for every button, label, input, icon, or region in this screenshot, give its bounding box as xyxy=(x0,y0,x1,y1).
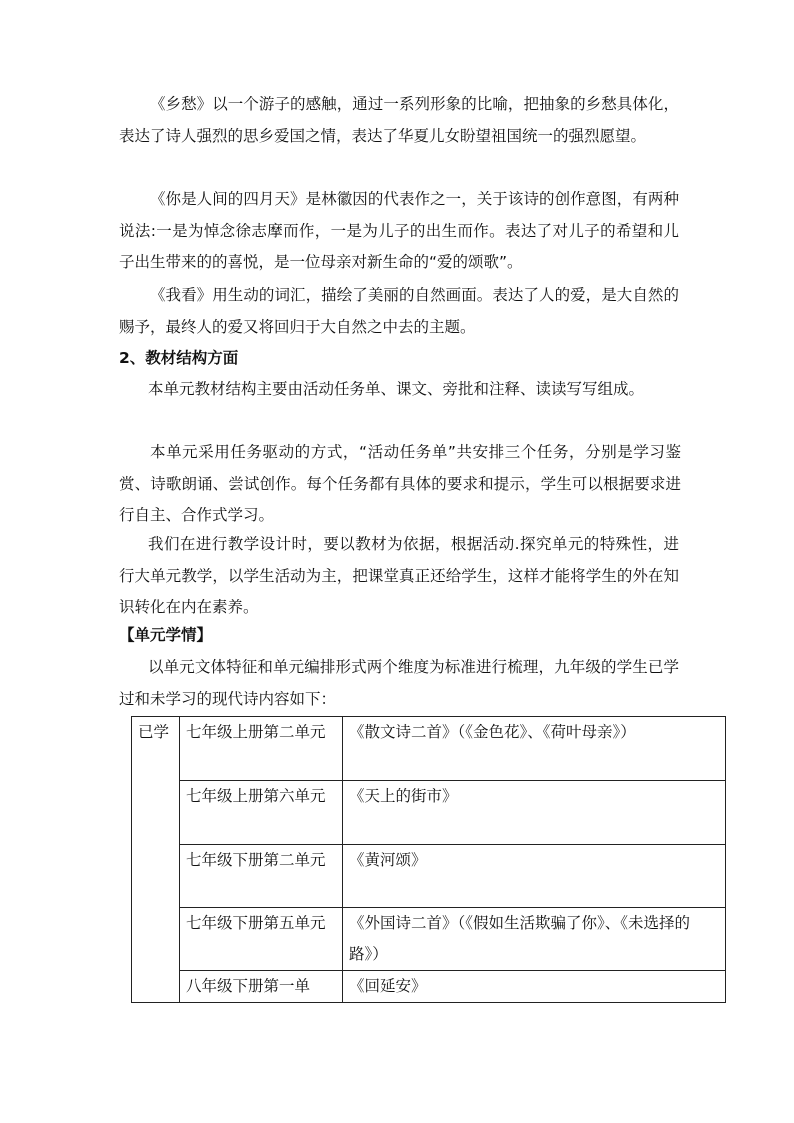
table-row xyxy=(132,845,726,908)
unit-cell: 八年级下册第一单 xyxy=(180,971,343,1003)
paragraph-structure: 本单元教材结构主要由活动任务单、课文、旁批和注释、读读写写组成。 xyxy=(148,380,645,398)
unit-cell: 七年级上册第二单元 xyxy=(180,717,343,781)
content-cell: 《黄河颂》 xyxy=(343,845,726,908)
table-row xyxy=(132,971,726,1003)
content-cell: 《天上的街市》 xyxy=(343,781,726,845)
section-heading-student-situation: 【单元学情】 xyxy=(119,626,213,644)
content-cell: 《外国诗二首》（《假如生活欺骗了你》、《未选择的路》） xyxy=(343,908,726,971)
paragraph-task-driven: 本单元采用任务驱动的方式，“活动任务单”共安排三个任务，分别是学习鉴赏、诗歌朗诵、尝试创作。每个任务都有具体的要求和提示，学生可以根据要求进行自主、合作式学习。 xyxy=(119,443,681,524)
paragraph-teaching-design: 我们在进行教学设计时，要以教材为依据，根据活动.探究单元的特殊性，进行大单元教学，以学生活动为主，把课堂真正还给学生，这样才能将学生的外在知识转化在内在素养。 xyxy=(119,535,679,616)
paragraph-intro-table: 以单元文体特征和单元编排形式两个维度为标准进行梳理，九年级的学生已学过和未学习的现代诗内容如下： xyxy=(119,658,679,708)
table-row xyxy=(132,908,726,971)
section-heading-structure: 2、教材结构方面 xyxy=(119,349,239,367)
group-label-cell: 已学 xyxy=(132,717,180,1003)
paragraph-xiangchou: 《乡愁》以一个游子的感触，通过一系列形象的比喻，把抽象的乡愁具体化，表达了诗人强烈的思乡爱国之情，表达了华夏儿女盼望祖国统一的强烈愿望。 xyxy=(119,95,679,145)
table-row xyxy=(132,781,726,845)
unit-cell: 七年级下册第五单元 xyxy=(180,908,343,971)
content-cell: 《散文诗二首》（《金色花》、《荷叶母亲》） xyxy=(343,717,726,781)
unit-cell: 七年级下册第二单元 xyxy=(180,845,343,908)
studied-poems-table xyxy=(131,716,726,1003)
paragraph-wokan: 《我看》用生动的词汇，描绘了美丽的自然画面。表达了人的爱，是大自然的赐予，最终人的爱又将回归于大自然之中去的主题。 xyxy=(119,286,679,336)
paragraph-siyuetian: 《你是人间的四月天》是林徽因的代表作之一，关于该诗的创作意图，有两种说法:一是为悼念徐志摩而作，一是为儿子的出生而作。表达了对儿子的希望和儿子出生带来的的喜悦，是一位母亲对新生命的“爱的颂歌”。 xyxy=(119,190,679,271)
table-row xyxy=(132,717,726,781)
content-cell: 《回延安》 xyxy=(343,971,726,1003)
unit-cell: 七年级上册第六单元 xyxy=(180,781,343,845)
